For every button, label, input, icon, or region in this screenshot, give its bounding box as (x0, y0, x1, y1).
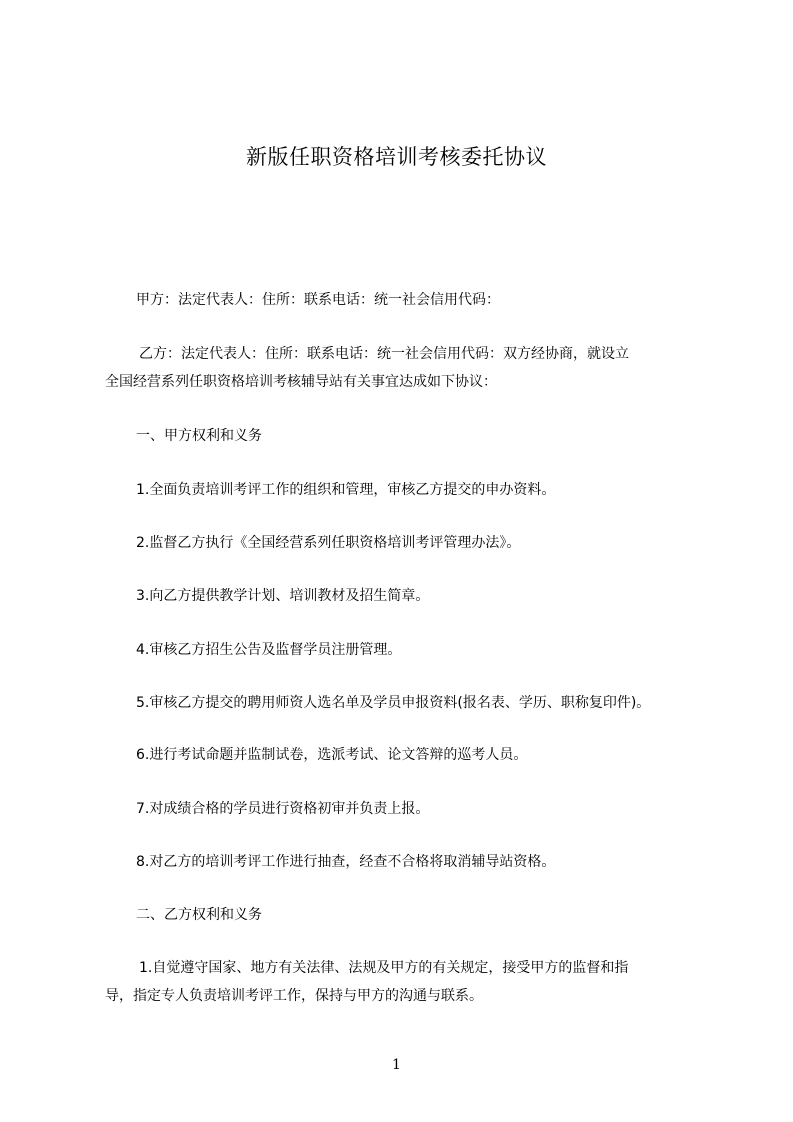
party-a-line: 甲方：法定代表人：住所：联系电话：统一社会信用代码： (136, 292, 500, 308)
section2-item-1-line-1: 1.自觉遵守国家、地方有关法律、法规及甲方的有关规定，接受甲方的监督和指 (139, 960, 629, 976)
party-b-line-2: 全国经营系列任职资格培训考核辅导站有关事宜达成如下协议： (105, 374, 497, 390)
section1-item: 2.监督乙方执行《全国经营系列任职资格培训考评管理办法》。 (136, 535, 521, 551)
section1-item: 8.对乙方的培训考评工作进行抽查，经查不合格将取消辅导站资格。 (136, 854, 556, 870)
document-title: 新版任职资格培训考核委托协议 (246, 145, 547, 169)
section2-heading: 二、乙方权利和义务 (136, 907, 262, 923)
section1-heading: 一、甲方权利和义务 (136, 428, 262, 444)
section1-item: 7.对成绩合格的学员进行资格初审并负责上报。 (136, 801, 430, 817)
section2-item-1-line-2: 导，指定专人负责培训考评工作，保持与甲方的沟通与联系。 (105, 988, 483, 1004)
section1-item: 4.审核乙方招生公告及监督学员注册管理。 (136, 642, 402, 658)
section1-item: 6.进行考试命题并监制试卷，选派考试、论文答辩的巡考人员。 (136, 747, 528, 763)
page-number: 1 (392, 1057, 401, 1073)
section1-item: 1.全面负责培训考评工作的组织和管理，审核乙方提交的申办资料。 (136, 482, 556, 498)
section1-item: 5.审核乙方提交的聘用师资人选名单及学员申报资料(报名表、学历、职称复印件)。 (136, 695, 651, 711)
party-b-line-1: 乙方：法定代表人：住所：联系电话：统一社会信用代码：双方经协商，就设立 (139, 346, 629, 362)
section1-item: 3.向乙方提供教学计划、培训教材及招生简章。 (136, 588, 430, 604)
